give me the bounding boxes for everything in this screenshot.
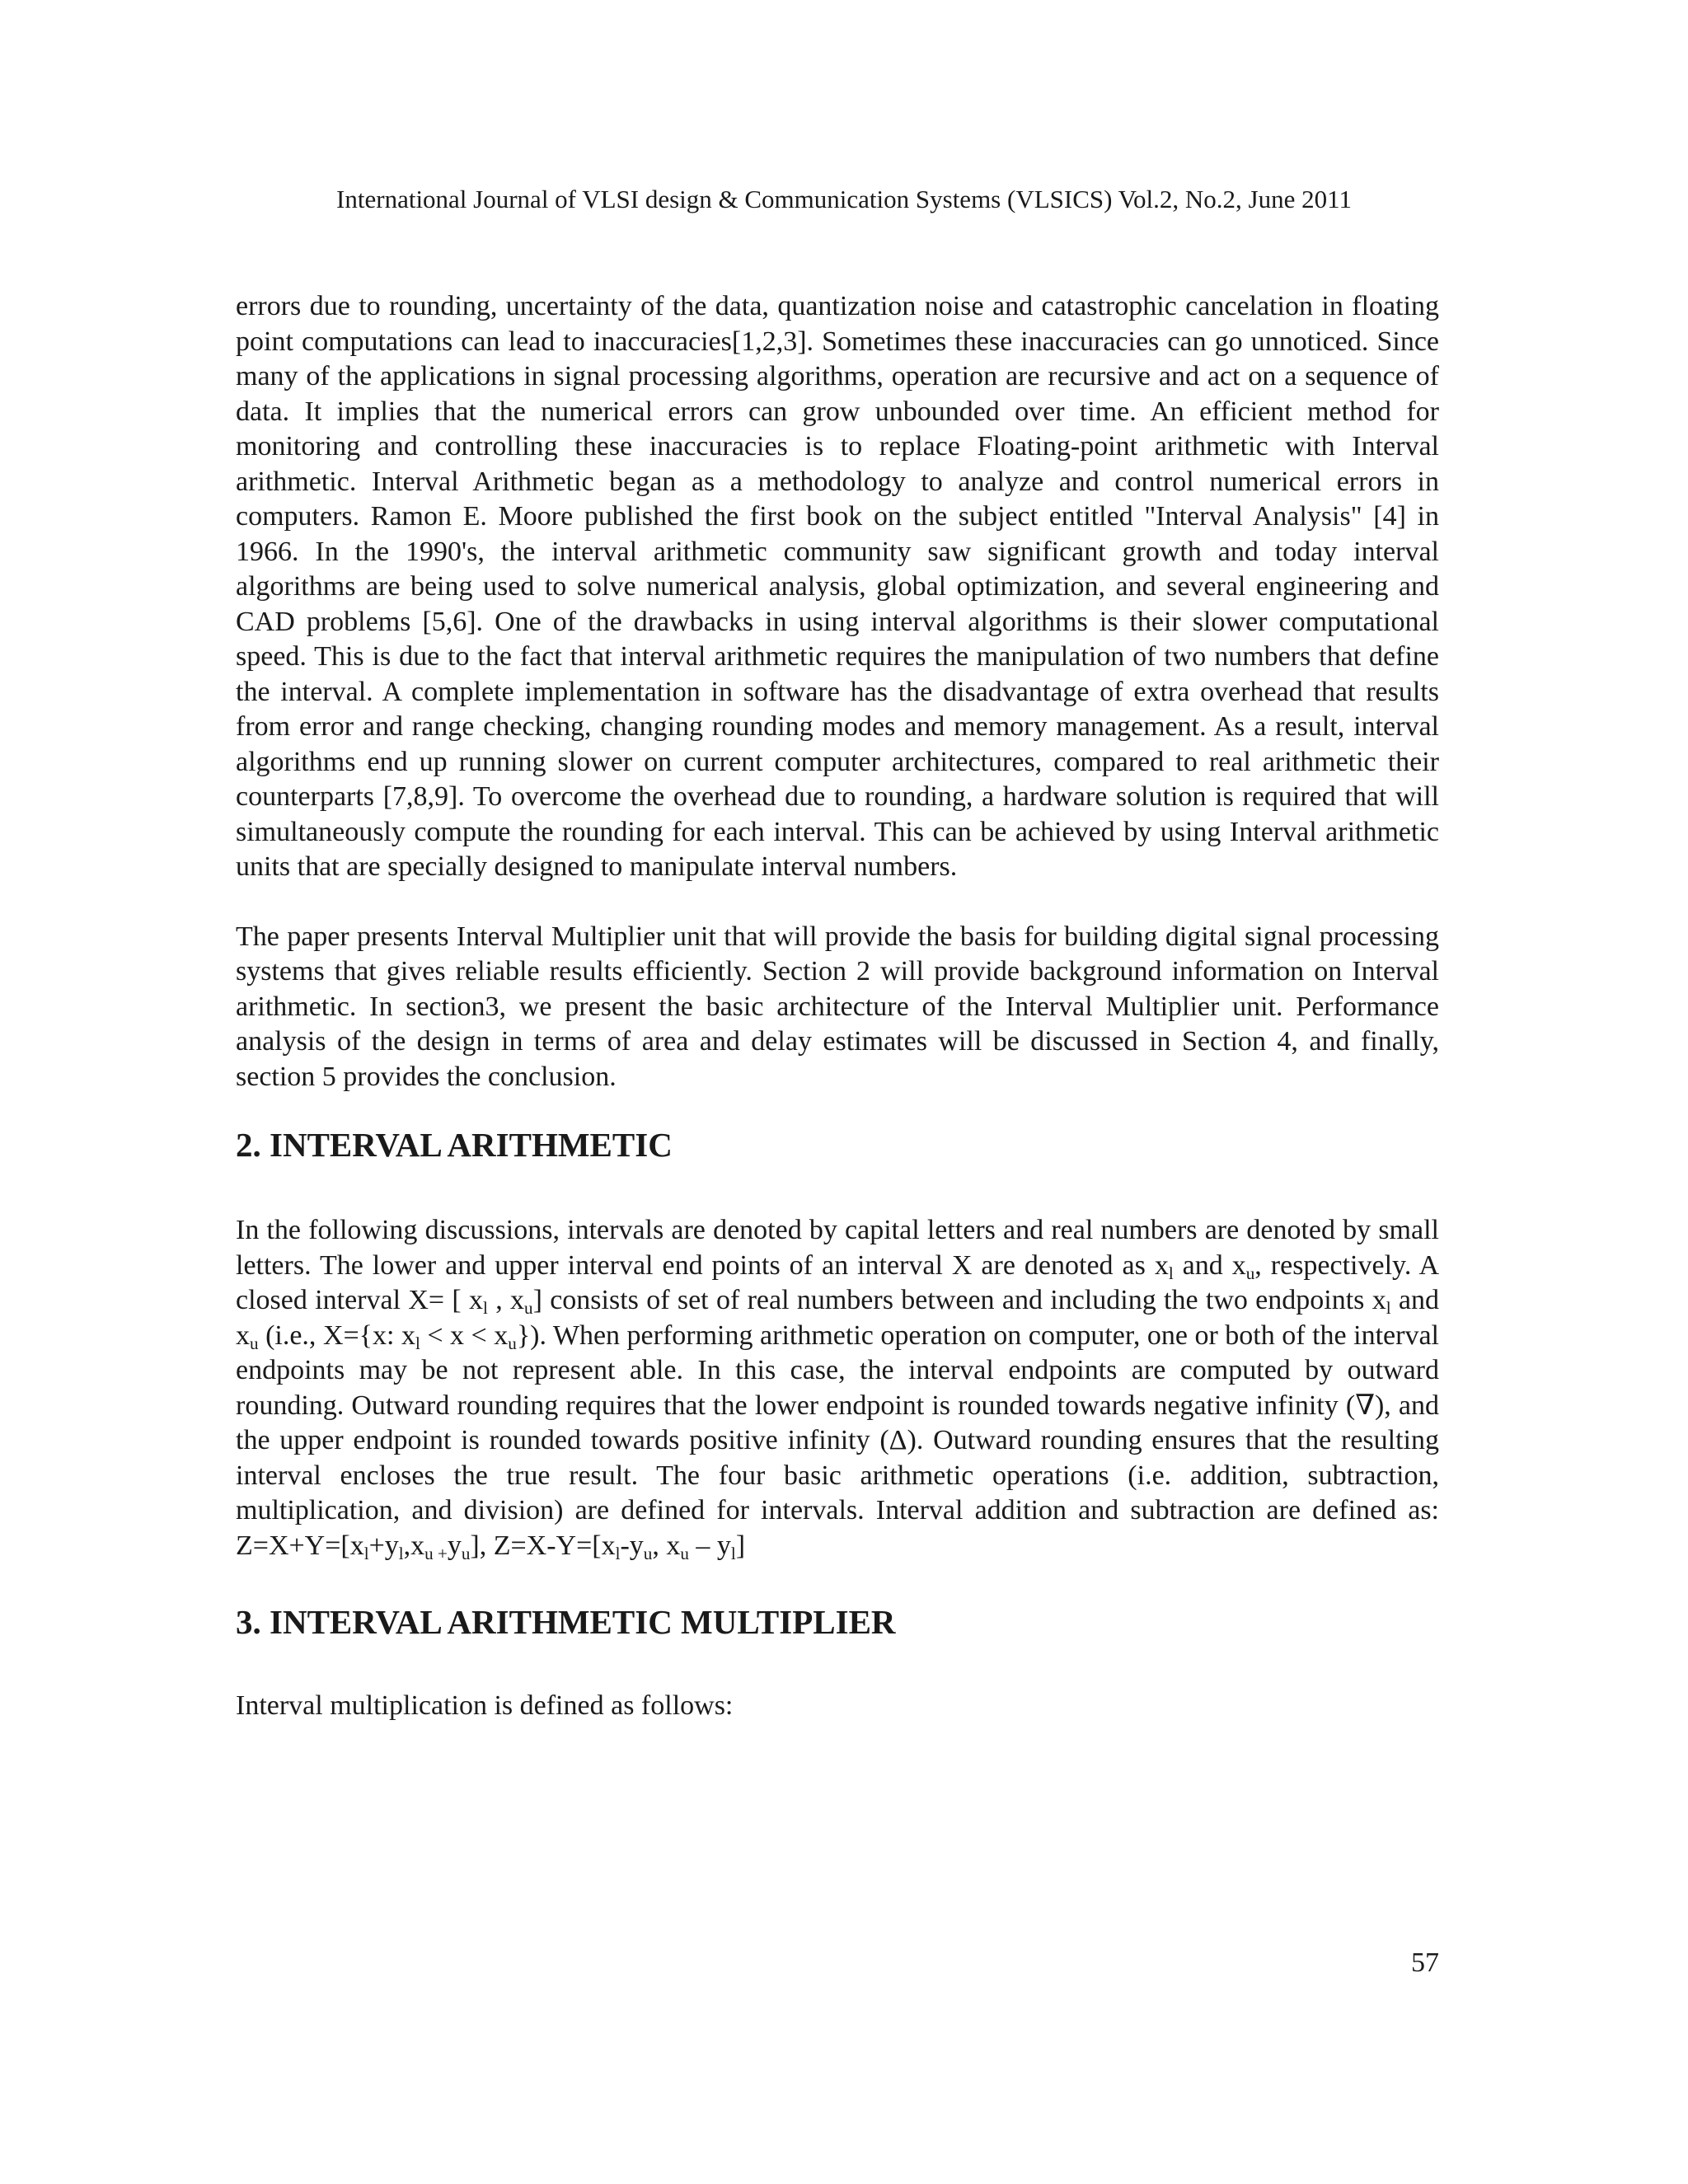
section-heading-interval-multiplier: 3. INTERVAL ARITHMETIC MULTIPLIER — [236, 1603, 896, 1641]
paragraph-paper-outline: The paper presents Interval Multiplier unit that will provide the basis for building digital signal processing systems that gives reliable results efficiently. Section 2 will provide background information on Interval arithmetic. In section3, we present the basic architecture of the Interval Multiplier unit. Performance analysis of the design in terms of area and delay estimates will be discussed in Section 4, and finally, section 5 provides the conclusion. — [236, 921, 1439, 1092]
page-number: 57 — [1411, 1947, 1439, 1978]
running-header: International Journal of VLSI design & Communication Systems (VLSICS) Vol.2, No.2, June 2011 — [336, 185, 1352, 213]
section-heading-interval-arithmetic: 2. INTERVAL ARITHMETIC — [236, 1126, 673, 1164]
paragraph-interval-arithmetic: In the following discussions, intervals are denoted by capital letters and real numbers are denoted by small letters. The lower and upper interval end points of an interval X are denoted as $x_l$ and $x_u$, respectively. A closed interval X= [ $x_l$ , $x_u$] consists of set of real numbers between and including the two endpoints $x_l$ and $x_u$ (i.e., X={x: $x_l < x < x_u$}). When performing arithmetic operation on computer, one or both of the interval endpoints may be not represent able. In this case, the interval endpoints are computed by outward rounding. Outward rounding requires that the lower endpoint is rounded towards negative infinity (∇), and the upper endpoint is rounded towards positive infinity (Δ). Outward rounding ensures that the resulting interval encloses the true result. The four basic arithmetic operations (i.e. addition, subtraction, multiplication, and division) are defined for intervals. Interval addition and subtraction are defined as: $Z=X+Y=[x_l+y_l,x_{u +}y_u]$, $Z=X-Y=[x_l-y_u$, $x_u - y_l$] — [236, 1215, 1440, 1563]
paragraph-multiplication-definition: Interval multiplication is defined as follows: — [236, 1690, 734, 1721]
paragraph-introduction-continued: errors due to rounding, uncertainty of the data, quantization noise and catastrophic cancelation in floating point computations can lead to inaccuracies[1,2,3]. Sometimes these inaccuracies can go unnoticed. Since many of the applications in signal processing algorithms, operation are recursive and act on a sequence of data. It implies that the numerical errors can grow unbounded over time. An efficient method for monitoring and controlling these inaccuracies is to replace Floating-point arithmetic with Interval arithmetic. Interval Arithmetic began as a methodology to analyze and control numerical errors in computers. Ramon E. Moore published the first book on the subject entitled "Interval Analysis" [4] in 1966. In the 1990's, the interval arithmetic community saw significant growth and today interval algorithms are being used to solve numerical analysis, global optimization, and several engineering and CAD problems [5,6]. One of the drawbacks in using interval algorithms is their slower computational speed. This is due to the fact that interval arithmetic requires the manipulation of two numbers that define the interval. A complete implementation in software has the disadvantage of extra overhead that results from error and range checking, changing rounding modes and memory management. As a result, interval algorithms end up running slower on current computer architectures, compared to real arithmetic their counterparts [7,8,9]. To overcome the overhead due to rounding, a hardware solution is required that will simultaneously compute the rounding for each interval. This can be achieved by using Interval arithmetic units that are specially designed to manipulate interval numbers. — [236, 291, 1439, 882]
page-content — [236, 289, 1439, 1724]
